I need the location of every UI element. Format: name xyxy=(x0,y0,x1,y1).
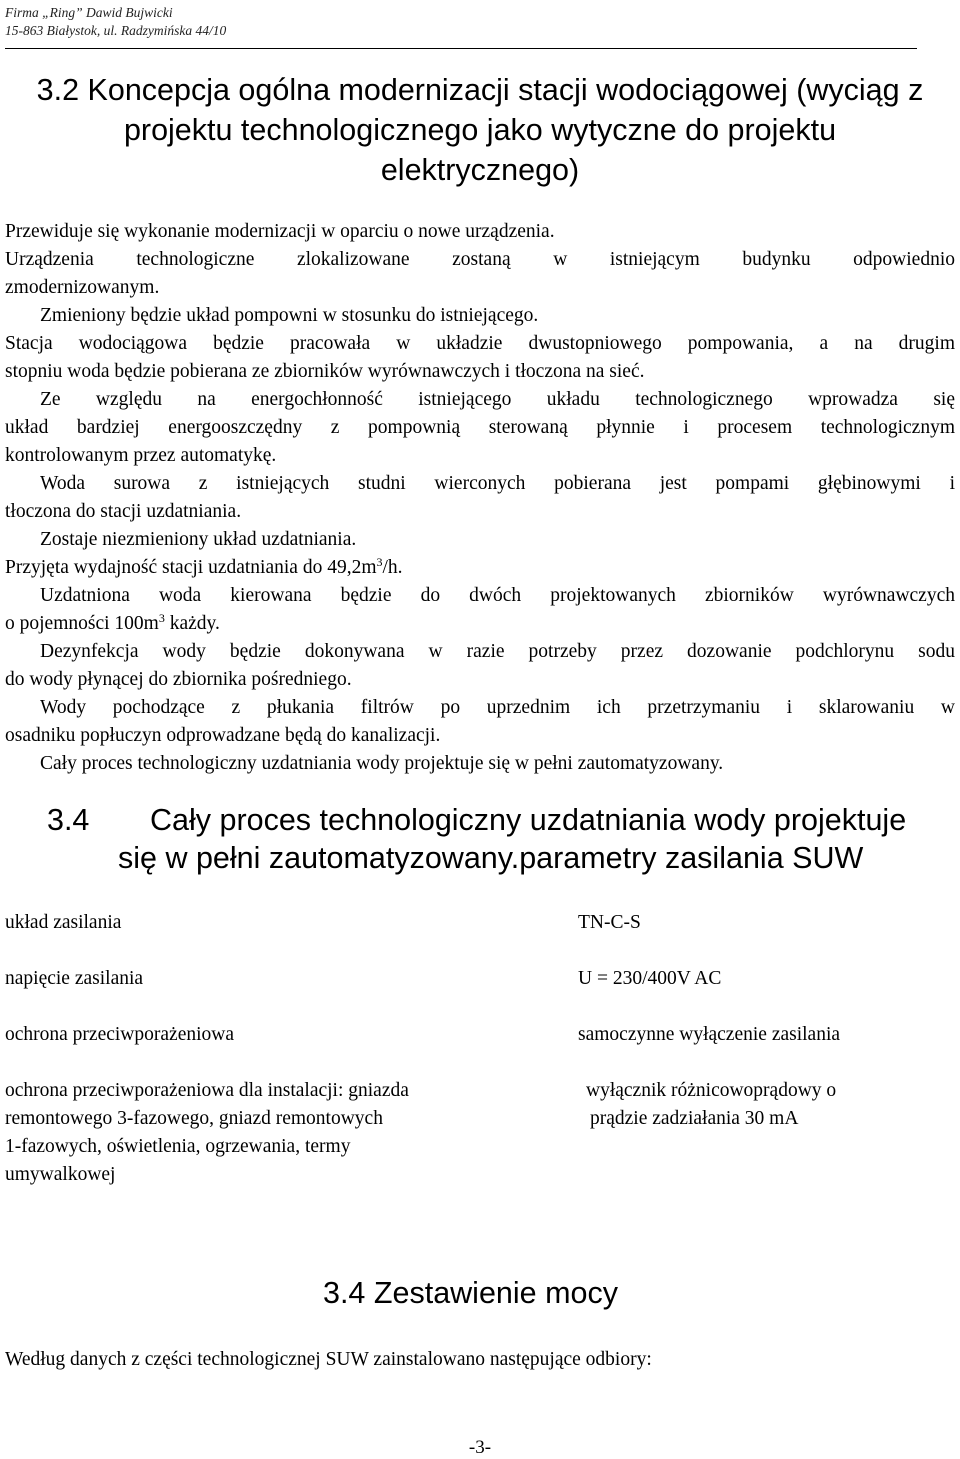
body-line: kontrolowanym przez automatykę. xyxy=(5,445,277,466)
param-value-voltage: U = 230/400V AC xyxy=(578,968,722,989)
body-line: stopniu woda będzie pobierana ze zbiorników wyrównawczych i tłoczona na sieć. xyxy=(5,361,645,382)
body-line: Zmieniony będzie układ pompowni w stosunku do istniejącego. xyxy=(40,305,539,326)
company-address: 15-863 Białystok, ul. Radzymińska 44/10 xyxy=(5,23,227,38)
section-title-line-2: projektu technologicznego jako wytyczne do projektu xyxy=(123,113,837,147)
param-label-voltage: napięcie zasilania xyxy=(5,968,144,989)
capacity-text: Przyjęta wydajność stacji uzdatniania do 49,2m xyxy=(5,557,377,578)
body-line: tłoczona do stacji uzdatniania. xyxy=(5,501,242,522)
body-line: układ bardziej energooszczędny z pompownią sterowaną płynnie i procesem technologicznym xyxy=(5,417,955,438)
body-line-volume xyxy=(5,611,955,637)
superscript: 3 xyxy=(158,611,165,625)
volume-text: o pojemności 100m xyxy=(5,613,159,634)
body-line-capacity xyxy=(5,555,955,581)
volume-suffix: każdy. xyxy=(164,613,220,634)
body-line: Przewiduje się wykonanie modernizacji w oparciu o nowe urządzenia. xyxy=(5,221,555,242)
page-number: -3- xyxy=(468,1437,492,1458)
section-title-line-3: elektrycznego) xyxy=(380,153,580,187)
param-value-installation-protection: prądzie zadziałania 30 mA xyxy=(590,1108,799,1129)
body-line: zmodernizowanym. xyxy=(5,277,160,298)
section-title xyxy=(0,70,960,190)
param-label-supply-system: układ zasilania xyxy=(5,912,122,933)
param-label-shock-protection: ochrona przeciwporażeniowa xyxy=(5,1024,235,1045)
body-line: Cały proces technologiczny uzdatniania wody projektuje się w pełni zautomatyzowany. xyxy=(40,753,724,774)
body-line: osadniku popłuczyn odprowadzane będą do kanalizacji. xyxy=(5,725,441,746)
section-34-number: 3.4 xyxy=(47,803,90,837)
section-power-summary-title: 3.4 Zestawienie mocy xyxy=(323,1276,618,1310)
param-value-supply-system: TN-C-S xyxy=(578,912,641,933)
body-line: do wody płynącej do zbiornika pośredniego. xyxy=(5,669,352,690)
body-line: Stacja wodociągowa będzie pracowała w układzie dwustopniowego pompowania, a na drugim xyxy=(5,333,955,354)
body-line: Urządzenia technologiczne zlokalizowane zostaną w istniejącym budynku odpowiednio xyxy=(5,249,955,270)
body-line: Uzdatniona woda kierowana będzie do dwóch projektowanych zbiorników wyrównawczych xyxy=(40,585,955,606)
body-line: Ze względu na energochłonność istniejącego układu technologicznego wprowadza się xyxy=(40,389,955,410)
document-header xyxy=(5,4,226,40)
body-line: Woda surowa z istniejących studni wierconych pobierana jest pompami głębinowymi i xyxy=(40,473,955,494)
superscript: 3 xyxy=(376,555,383,569)
installed-loads-intro: Według danych z części technologicznej SUW zainstalowano następujące odbiory: xyxy=(5,1349,652,1370)
param-label-installation-protection: remontowego 3-fazowego, gniazd remontowych xyxy=(5,1108,383,1129)
body-line: Wody pochodzące z płukania filtrów po uprzednim ich przetrzymaniu i sklarowaniu w xyxy=(40,697,955,718)
section-34-title-line-2: się w pełni zautomatyzowany.parametry zasilania SUW xyxy=(118,841,864,875)
param-label-installation-protection: ochrona przeciwporażeniowa dla instalacji: gniazda xyxy=(5,1080,409,1101)
body-line: Dezynfekcja wody będzie dokonywana w razie potrzeby przez dozowanie podchlorynu sodu xyxy=(40,641,955,662)
body-line: Zostaje niezmieniony układ uzdatniania. xyxy=(40,529,357,550)
header-rule xyxy=(5,48,917,49)
section-34-title-line-1: Cały proces technologiczny uzdatniania wody projektuje xyxy=(150,803,907,837)
param-label-installation-protection: 1-fazowych, oświetlenia, ogrzewania, termy xyxy=(5,1136,351,1157)
param-label-installation-protection: umywalkowej xyxy=(5,1164,116,1185)
param-value-installation-protection: wyłącznik różnicowoprądowy o xyxy=(586,1080,837,1101)
company-name: Firma „Ring” Dawid Bujwicki xyxy=(5,5,173,20)
section-title-line-1: 3.2 Koncepcja ogólna modernizacji stacji wodociągowej (wyciąg z xyxy=(36,73,924,107)
param-value-shock-protection: samoczynne wyłączenie zasilania xyxy=(578,1024,841,1045)
capacity-unit: /h. xyxy=(382,557,403,578)
